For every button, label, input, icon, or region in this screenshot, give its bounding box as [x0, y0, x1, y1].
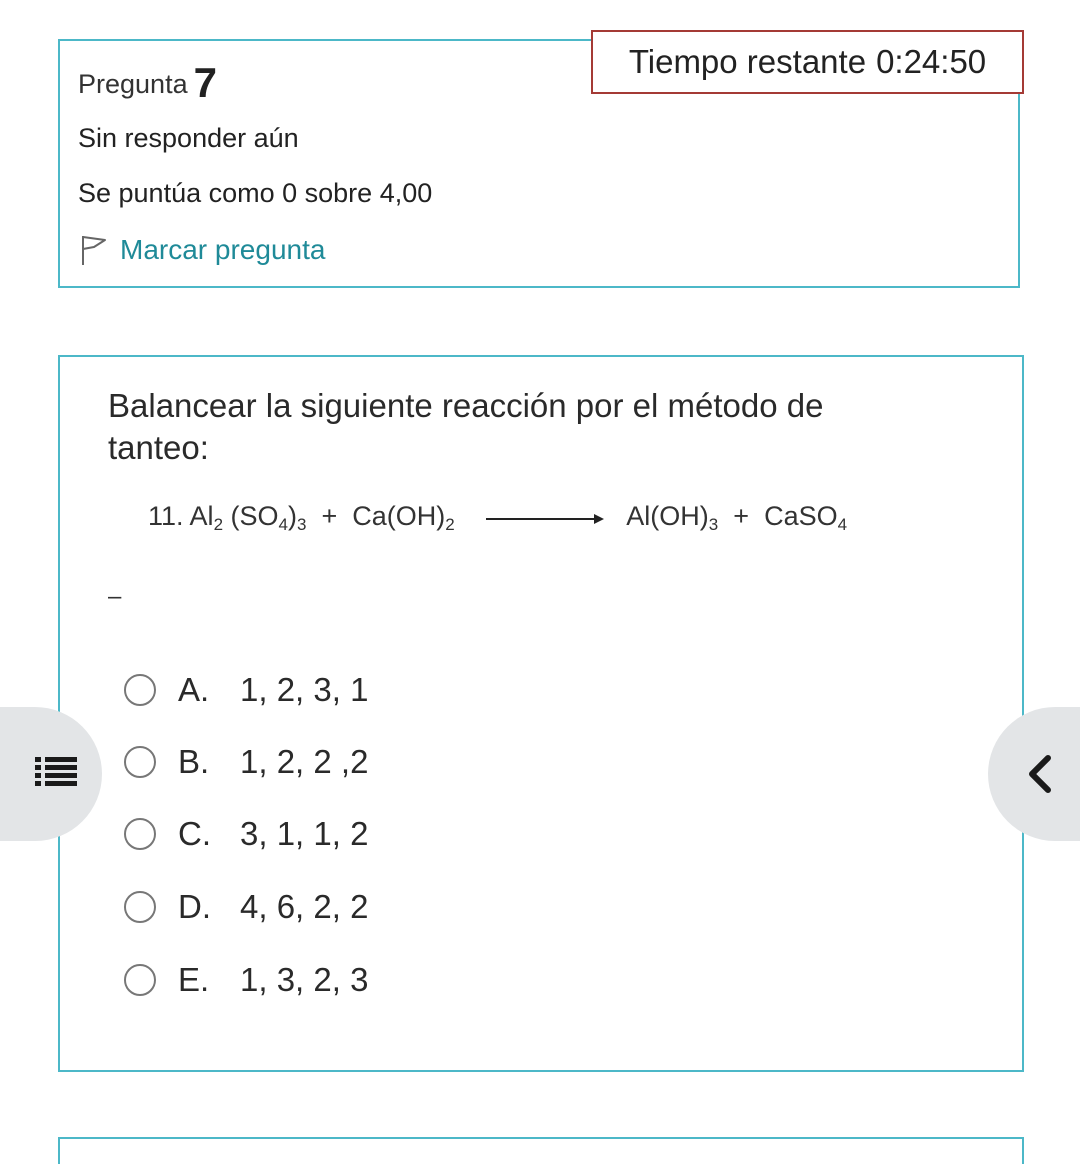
- dash-mark: –: [108, 583, 122, 610]
- option-c[interactable]: [124, 815, 368, 853]
- plus-sign: +: [725, 501, 757, 531]
- reaction-arrow: [486, 502, 606, 533]
- radio-button[interactable]: [124, 674, 156, 706]
- flag-outline-icon: [80, 234, 108, 266]
- reactant-2: $Ca(OH)_2$: [352, 501, 455, 534]
- radio-button[interactable]: [124, 891, 156, 923]
- radio-button[interactable]: [124, 818, 156, 850]
- option-letter: D.: [178, 888, 211, 925]
- reactant-1: $Al_2$ $(SO_4)_3$: [189, 501, 307, 534]
- option-text: 1, 3, 2, 3: [240, 961, 369, 998]
- option-letter: C.: [178, 815, 211, 852]
- flag-question-label: Marcar pregunta: [120, 234, 326, 265]
- timer-value: 0:24:50: [876, 43, 987, 80]
- option-a[interactable]: [124, 671, 368, 709]
- question-prefix: Pregunta: [78, 69, 188, 99]
- option-e[interactable]: [124, 961, 368, 999]
- radio-button[interactable]: [124, 964, 156, 996]
- chevron-left-icon: [1026, 754, 1052, 799]
- question-number: 7: [193, 59, 217, 106]
- question-text: Balancear la siguiente reacción por el método de tanteo:: [108, 387, 824, 466]
- option-text: 3, 1, 1, 2: [240, 815, 369, 852]
- question-status: Sin responder aún: [78, 123, 299, 153]
- radio-button[interactable]: [124, 746, 156, 778]
- option-letter: E.: [178, 961, 210, 998]
- question-grade: Se puntúa como 0 sobre 4,00: [78, 178, 433, 208]
- timer-label: Tiempo restante: [628, 43, 867, 80]
- time-remaining: [591, 30, 1024, 94]
- reaction-number: 11.: [148, 501, 184, 531]
- option-letter: A.: [178, 671, 210, 708]
- list-icon: [35, 755, 77, 794]
- option-letter: B.: [178, 743, 210, 780]
- question-box: [58, 355, 1024, 1072]
- chemical-reaction: [148, 501, 847, 535]
- question-title: [78, 59, 217, 107]
- plus-sign: +: [314, 501, 345, 531]
- option-b[interactable]: [124, 743, 368, 781]
- next-question-box: [58, 1137, 1024, 1164]
- option-text: 4, 6, 2, 2: [240, 888, 369, 925]
- option-d[interactable]: [124, 888, 368, 926]
- flag-question-link[interactable]: [80, 234, 325, 266]
- product-1: $Al(OH)_3$: [626, 501, 719, 534]
- option-text: 1, 2, 3, 1: [240, 671, 369, 708]
- option-text: 1, 2, 2 ,2: [240, 743, 369, 780]
- product-2: CaSO$_4$: [764, 501, 848, 534]
